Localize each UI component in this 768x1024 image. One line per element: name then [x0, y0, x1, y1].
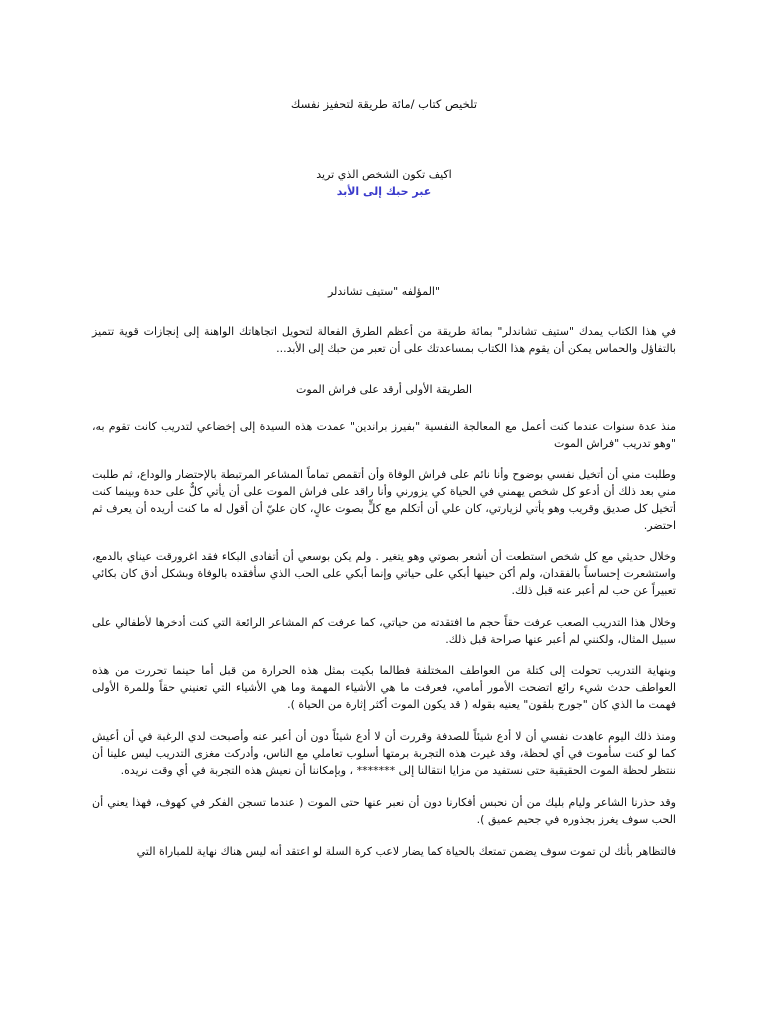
- book-question: اكيف تكون الشخص الذي تريد: [316, 168, 452, 181]
- paragraph-4: وخلال هذا التدريب الصعب عرفت حقاً حجم ما افتقدته من حياتي، كما عرفت كم المشاعر الرائعة التي كنت أدخرها لأطفالي على سبيل المثال، ولكنني لم أعبر عنها صراحة قبل ذلك.: [92, 616, 676, 646]
- intro-paragraph: في هذا الكتاب يمدك "ستيف تشاندلر" بمائة طريقة من أعظم الطرق الفعالة لتحويل اتجاهاتك الواهنة إلى إنجازات قوية تتميز بالتفاؤل والحماس يمكن أن يقوم هذا الكتاب بمساعدتك على أن تعبر من حبك إلى الأبد...: [92, 325, 676, 355]
- paragraph-6: ومنذ ذلك اليوم عاهدت نفسي أن لا أدع شيئاً للصدفة وقررت أن لا أدع شيئاً دون أن أعبر عنه وأصبحت لدي الرغبة في أن أعيش كما لو كنت سأموت في أي لحظة، وقد غيرت هذه التجربة برمتها أسلوب تعاملي مع الناس، وأدركت مغزى التدريب ليس علينا أن ننتظر لحظة الموت الحقيقية حتى نستفيد من مزايا انتقالنا إلى ******* ، وبإمكاننا أن نعيش هذه التجربة في أي وقت نريده.: [92, 730, 676, 777]
- book-tagline: عبر حبك إلى الأبد: [336, 185, 432, 198]
- document-body: [92, 96, 676, 875]
- paragraph-2: وطلبت مني أن أتخيل نفسي بوضوح وأنا نائم على فراش الوفاة وأن أتقمص تماماً المشاعر المرتبطة بالإحتضار والوداع، ثم طلبت مني بعد ذلك أن أدعو كل شخص يهمني في الحياة كي يزورني وأنا راقد على فراش الموت على أن يأتي كلٌّ على حدة وبينما كنت أتخيل كل صديق وقريب وهو يأتي لزيارتي، كان علي أن أتكلم مع كلٍّ بصوت عالٍ، كان عليّ أن أقول له ما كنت أريده أن يعرف ثم احتضر.: [92, 468, 676, 532]
- paragraph-7: وقد حذرنا الشاعر وليام بليك من أن نحبس أفكارنا دون أن نعبر عنها حتى الموت ( عندما تسجن الفكر في كهوف، فهذا يعني أن الحب سوف يغرز بجذوره في جحيم عميق ).: [92, 796, 676, 826]
- section-title: الطريقة الأولى أرقد على فراش الموت: [295, 383, 473, 396]
- paragraph-1: منذ عدة سنوات عندما كنت أعمل مع المعالجة النفسية "بفيرز براندين" عمدت هذه السيدة إلى إخضاعي لتدريب كانت تقوم به، "وهو تدريب "فراش الموت: [92, 420, 676, 450]
- paragraph-8: فالتظاهر بأنك لن تموت سوف يضمن تمتعك بالحياة كما يضار لاعب كرة السلة لو اعتقد أنه ليس هناك نهاية للمباراة التي: [136, 845, 676, 858]
- author-line: "المؤلفه "ستيف تشاندلر: [327, 285, 441, 298]
- paragraph-5: وبنهاية التدريب تحولت إلى كتلة من العواطف المختلفة فطالما بكيت بمثل هذه الحرارة من قبل أما حينما تحررت من هذه العواطف حدث شيء رائع اتضحت الأمور أمامي، فعرفت ما هي الأشياء المهمة وما هي الأشياء التي تعنيني حقاً وللمرة الأولى فهمت ما الذي كان "جورج بلقون" يعنيه بقوله ( قد يكون الموت أكثر إثارة من الحياة ).: [92, 664, 676, 711]
- paragraph-3: وخلال حديثي مع كل شخص استطعت أن أشعر بصوتي وهو يتغير . ولم يكن بوسعي أن أتفادى البكاء فقد اغرورقت عيناي بالدمع، واستشعرت إحساساً بالفقدان، ولم أكن حينها أبكي على حياتي وإنما أبكي على الحب الذي سأفقده بالوفاة وبشكل أدق كان بكائي تعبيراً عن حب لم أعبر عنه قبل ذلك.: [92, 550, 676, 597]
- document-title: تلخيص كتاب /مائة طريقة لتحفيز نفسك: [290, 97, 478, 111]
